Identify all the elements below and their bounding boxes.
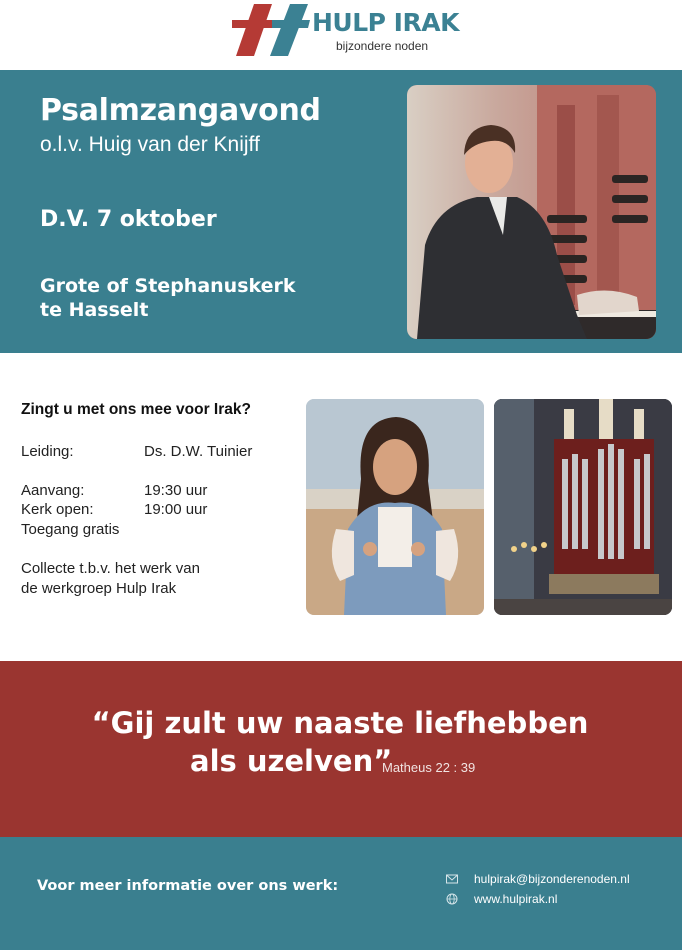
event-location-line1: Grote of Stephanuskerk (40, 275, 296, 297)
header (0, 0, 682, 70)
aanvang-value: 19:30 uur (144, 482, 208, 499)
info-heading: Zingt u met ons mee voor Irak? (21, 401, 251, 418)
quote-line1: “Gij zult uw naaste liefhebben (91, 706, 589, 740)
organist-photo (407, 85, 656, 339)
leiding-value: Ds. D.W. Tuinier (144, 443, 253, 460)
aanvang-label: Aanvang: (21, 482, 85, 499)
logo-subtitle: bijzondere noden (336, 39, 429, 53)
kerk-open-value: 19:00 uur (144, 501, 208, 518)
hero-band (0, 70, 682, 353)
toegang-text: Toegang gratis (21, 521, 120, 538)
envelope-icon (446, 873, 458, 885)
website-link[interactable]: www.hulpirak.nl (474, 892, 558, 906)
event-location-line2: te Hasselt (40, 299, 149, 321)
leiding-label: Leiding: (21, 443, 74, 460)
collecte-line1: Collecte t.b.v. het werk van (21, 560, 200, 577)
cross-logo-icon (232, 2, 310, 58)
footer-email-row (446, 872, 630, 886)
logo-title: HULP IRAK (312, 8, 459, 37)
email-link[interactable]: hulpirak@bijzonderenoden.nl (474, 872, 630, 886)
footer-website-row (446, 892, 557, 906)
event-date: D.V. 7 oktober (40, 207, 217, 232)
footer (0, 837, 682, 950)
church-organ-photo (494, 399, 672, 615)
globe-icon (446, 893, 458, 905)
kerk-open-label: Kerk open: (21, 501, 94, 518)
quote-reference: Matheus 22 : 39 (382, 760, 476, 775)
quote-band (0, 661, 682, 837)
logo (232, 2, 459, 62)
event-title: Psalmzangavond (40, 93, 321, 128)
info-section (0, 353, 682, 661)
quote-line2: als uzelven” (190, 744, 393, 778)
event-conductor: o.l.v. Huig van der Knijff (40, 133, 260, 156)
girl-photo (306, 399, 484, 615)
footer-label: Voor meer informatie over ons werk: (37, 878, 339, 894)
collecte-line2: de werkgroep Hulp Irak (21, 580, 177, 597)
